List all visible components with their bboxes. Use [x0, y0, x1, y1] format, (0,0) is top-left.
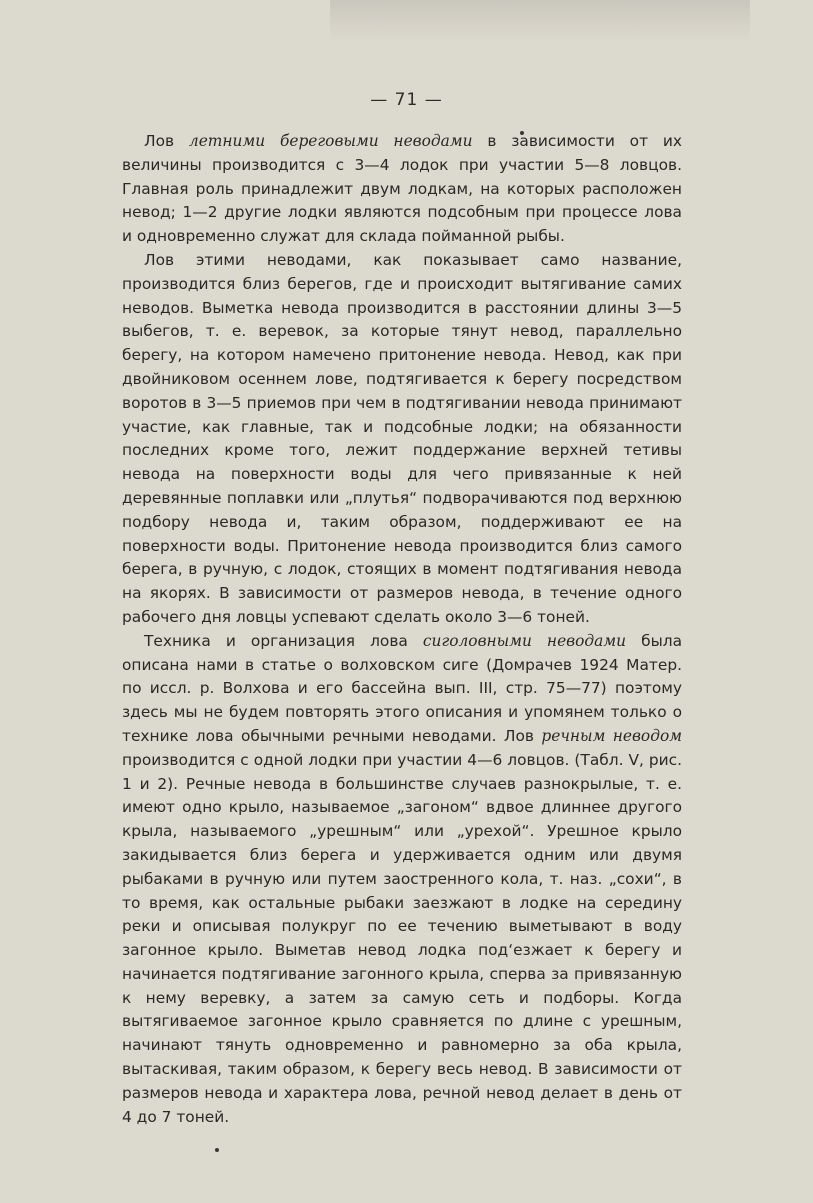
paragraph-1-italic-term: летними береговыми неводами [188, 132, 473, 150]
paragraph-3-middle: была описана нами в статье о волховском сиге (Домрачев 1924 Матер. по иссл. р. Волхова и его бассейна вып. III, стр. 75—77) поэтому здесь мы не будем повторять этого описания и упомянем только о технике лова обычными речными неводами. Лов [122, 631, 682, 745]
body-text [122, 130, 682, 1129]
paragraph-1-lead: Лов [144, 132, 189, 150]
paragraph-3-rest: производится с одной лодки при участии 4—6 ловцов. (Табл. V, рис. 1 и 2). Речные невода в большинстве случаев разнокрылые, т. е. имеют одно крыло, называемое „загоном“ вдвое длиннее другого крыла, называемого „урешным“ или „урехой“. Урешное крыло закидывается близ берега и удерживается одним или двумя рыбаками в ручную или путем заостренного кола, т. наз. „сохи“, в то время, как остальные рыбаки заезжают в лодке на середину реки и описывая полукруг по ее течению выметывают в воду загонное крыло. Выметав невод лодка под‘езжает к берегу и начинается подтягивание загонного крыла, сперва за привязанную к нему веревку, а затем за самую сеть и подборы. Когда вытягиваемое загонное крыло сравняется по длине с урешным, начинают тянуть одновременно и равномерно за оба крыла, вытаскивая, таким образом, к берегу весь невод. В зависимости от размеров невода и характера лова, речной невод делает в день от 4 до 7 тоней. [122, 750, 682, 1126]
ink-speck [215, 1148, 219, 1152]
paragraph-3-italic-term-1: сиголовными неводами [422, 631, 627, 650]
paragraph-3-italic-term-2: речным неводом [541, 726, 682, 745]
page-number: — 71 — [370, 90, 443, 110]
bleed-through-shadow [330, 0, 750, 42]
paragraph-1-rest: в зависимости от их величины производится с 3—4 лодок при участии 5—8 ловцов. Главная роль принадлежит двум лодкам, на которых расположен невод; 1—2 другие лодки являются подсобным при процессе лова и одновременно служат для склада пойманной рыбы. [122, 132, 682, 246]
paragraph-1 [122, 130, 682, 249]
paragraph-3 [122, 630, 682, 1130]
paragraph-3-lead: Техника и организация лова [144, 631, 423, 650]
paragraph-2: Лов этими неводами, как показывает само название, производится близ берегов, где и происходит вытягивание самих неводов. Выметка невода производится в расстоянии длины 3—5 выбегов, т. е. веревок, за которые тянут невод, параллельно берегу, на котором намечено притонение невода. Невод, как при двойниковом осеннем лове, подтягивается к берегу посредством воротов в 3—5 приемов при чем в подтягивании невода принимают участие, как главные, так и подсобные лодки; на обязанности последних кроме того, лежит поддержание верхней тетивы невода на поверхности воды для чего привязанные к ней деревянные поплавки или „плутья“ подворачиваются под верхнюю подбору невода и, таким образом, поддерживают ее на поверхности воды. Притонение невода производится близ самого берега, в ручную, с лодок, стоящих в момент подтягивания невода на якорях. В зависимости от размеров невода, в течение одного рабочего дня ловцы успевают сделать около 3—6 тоней. [122, 250, 682, 626]
